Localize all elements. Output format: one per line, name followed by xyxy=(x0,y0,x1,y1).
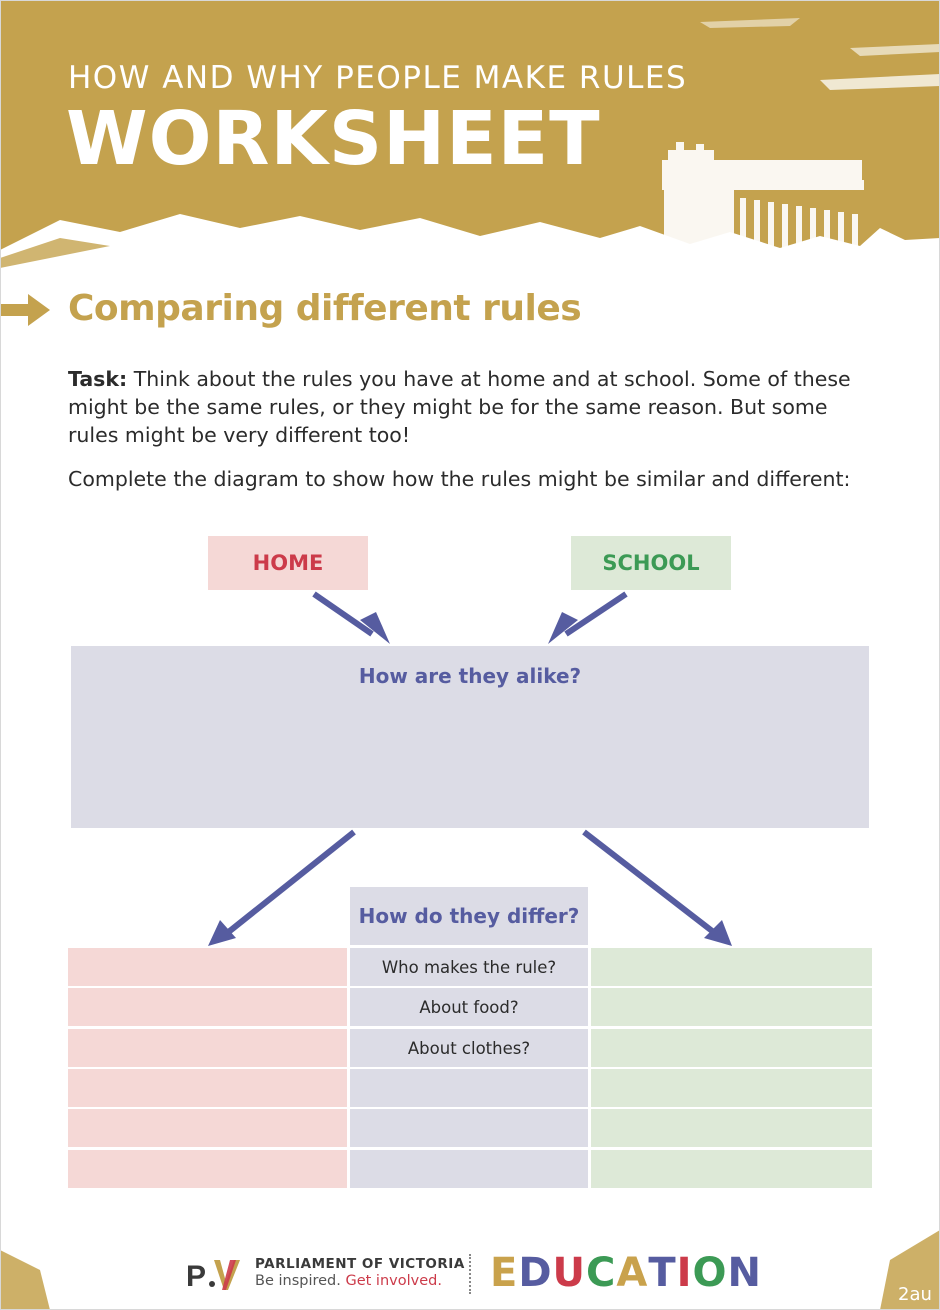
instruction-text: Complete the diagram to show how the rules might be similar and different: xyxy=(68,467,851,491)
home-label-box: HOME xyxy=(208,536,368,590)
arrowhead-home xyxy=(360,612,390,644)
table-row xyxy=(68,1150,872,1188)
edu-letter: U xyxy=(552,1250,587,1296)
parliament-logo-icon xyxy=(186,1254,244,1294)
home-answer-cell[interactable] xyxy=(68,1029,347,1067)
school-answer-cell[interactable] xyxy=(591,1069,872,1107)
question-cell: About food? xyxy=(350,988,588,1026)
question-cell: Who makes the rule? xyxy=(350,948,588,986)
table-row xyxy=(68,1029,872,1067)
org-name: PARLIAMENT OF VICTORIA xyxy=(255,1256,465,1272)
edu-letter: C xyxy=(586,1250,617,1296)
task-label: Task: xyxy=(68,367,128,391)
task-paragraph xyxy=(68,365,858,449)
arrowhead-right xyxy=(704,920,732,946)
home-answer-cell[interactable] xyxy=(68,1069,347,1107)
school-answer-cell[interactable] xyxy=(591,1109,872,1147)
watermark-text: 2au xyxy=(898,1284,932,1305)
edu-letter: A xyxy=(616,1250,649,1296)
home-answer-cell[interactable] xyxy=(68,1150,347,1188)
edu-letter: D xyxy=(518,1250,553,1296)
arrow-home-to-alike xyxy=(314,594,372,634)
banner-subtitle: HOW AND WHY PEOPLE MAKE RULES xyxy=(68,60,688,96)
edu-letter: E xyxy=(490,1250,519,1296)
question-cell[interactable] xyxy=(350,1109,588,1147)
arrowhead-school xyxy=(548,612,578,644)
question-cell: About clothes? xyxy=(350,1029,588,1067)
task-body: Think about the rules you have at home and at school. Some of these might be the same rules, or they might be for the same reason. But some rules might be very different too! xyxy=(68,367,851,447)
alike-heading: How are they alike? xyxy=(358,664,582,688)
school-answer-cell[interactable] xyxy=(591,1150,872,1188)
home-answer-cell[interactable] xyxy=(68,948,347,986)
tagline-inspired: Be inspired. xyxy=(255,1273,341,1289)
table-row xyxy=(68,1069,872,1107)
differ-heading: How do they differ? xyxy=(350,887,588,945)
edu-letter: O xyxy=(692,1250,728,1296)
section-title: Comparing different rules xyxy=(68,288,582,329)
table-row xyxy=(68,1109,872,1147)
tagline-involved: Get involved. xyxy=(345,1273,442,1289)
question-cell[interactable] xyxy=(350,1069,588,1107)
arrow-school-to-alike xyxy=(566,594,626,634)
school-label-box: SCHOOL xyxy=(571,536,731,590)
home-answer-cell[interactable] xyxy=(68,988,347,1026)
banner-title: WORKSHEET xyxy=(66,96,601,182)
table-row xyxy=(68,948,872,986)
edu-letter: N xyxy=(727,1250,763,1296)
table-row xyxy=(68,988,872,1026)
footer-divider xyxy=(469,1254,471,1294)
arrow-alike-to-home-column xyxy=(226,832,354,934)
alike-answer-box[interactable] xyxy=(71,646,869,828)
school-answer-cell[interactable] xyxy=(591,988,872,1026)
arrowhead-left xyxy=(208,920,236,946)
arrow-alike-to-school-column xyxy=(584,832,716,934)
home-answer-cell[interactable] xyxy=(68,1109,347,1147)
edu-letter: I xyxy=(676,1250,693,1296)
school-answer-cell[interactable] xyxy=(591,948,872,986)
question-cell[interactable] xyxy=(350,1150,588,1188)
gold-arrow-icon xyxy=(0,292,52,328)
edu-letter: T xyxy=(648,1250,677,1296)
gold-brush-corner-left xyxy=(0,1240,60,1310)
org-tagline xyxy=(255,1273,442,1289)
education-wordmark xyxy=(490,1250,762,1296)
school-answer-cell[interactable] xyxy=(591,1029,872,1067)
svg-text:P: P xyxy=(186,1260,207,1293)
